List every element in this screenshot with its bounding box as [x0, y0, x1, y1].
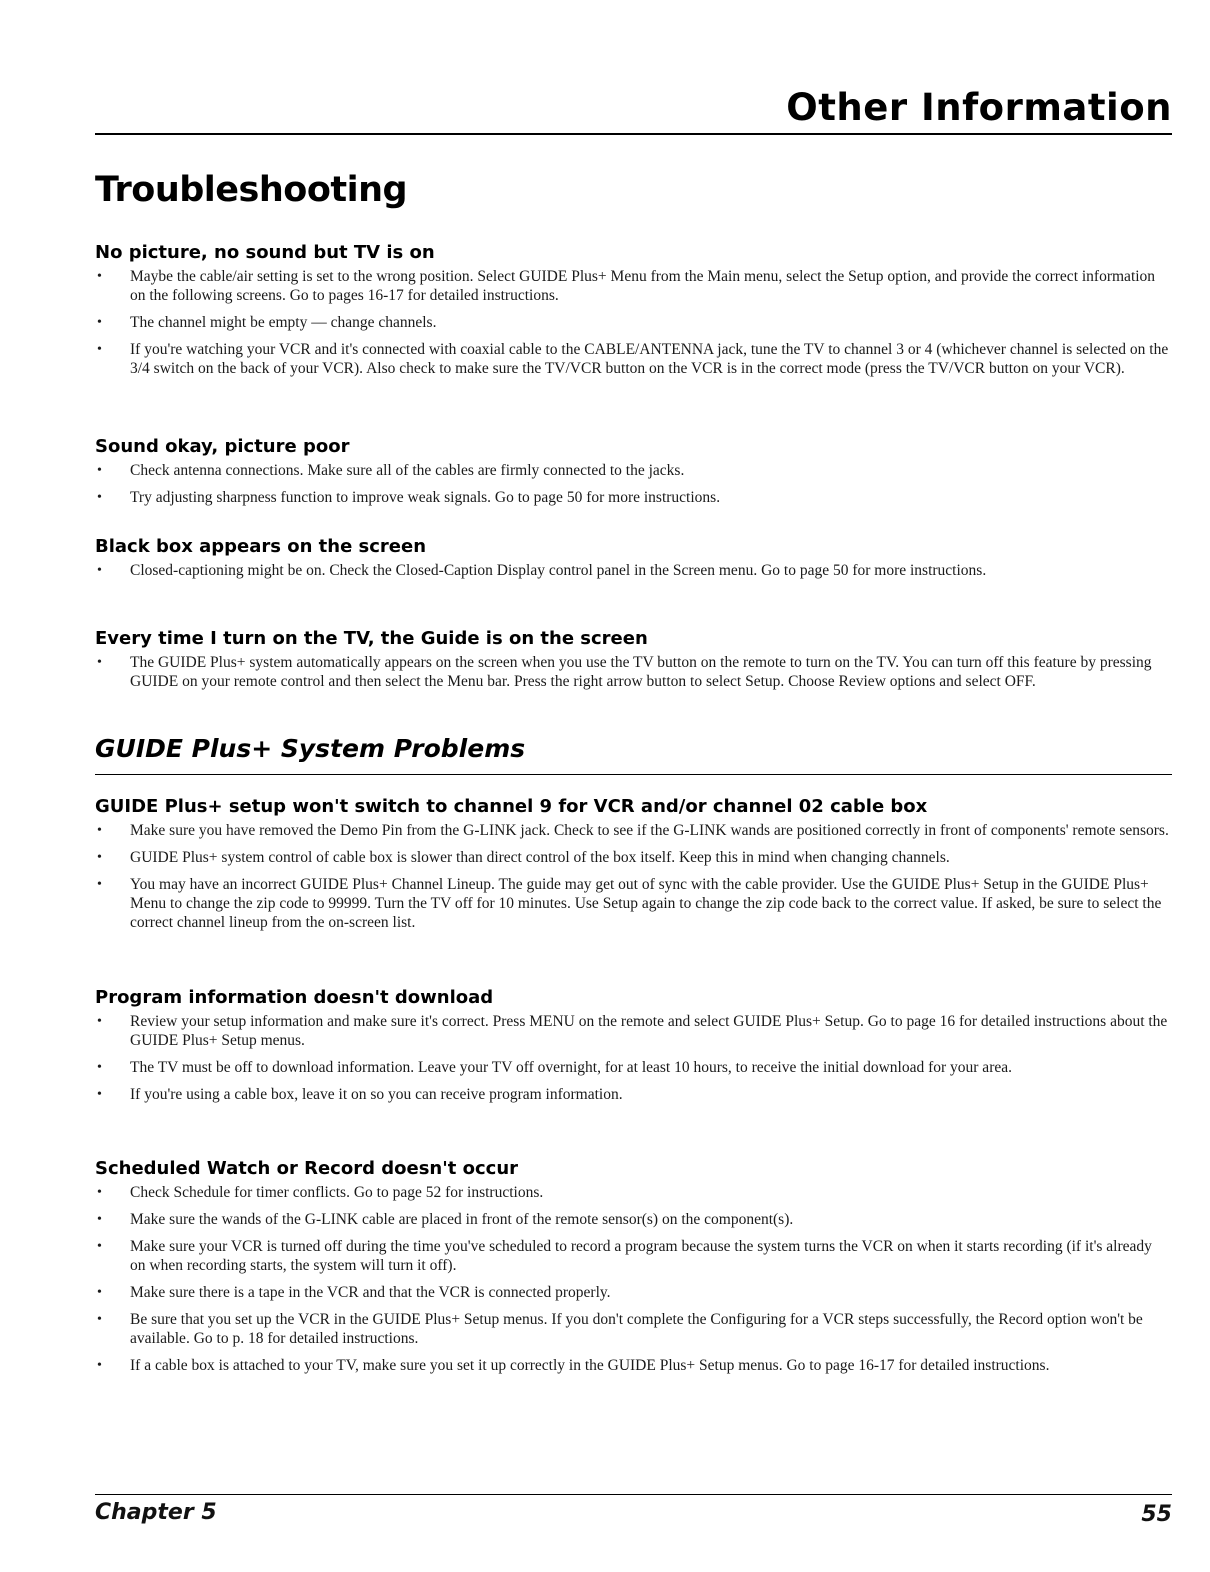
- trouble-heading: Black box appears on the screen: [95, 536, 427, 557]
- trouble-list: [95, 267, 1170, 378]
- list-item: • Check Schedule for timer conflicts. Go to page 52 for instructions.: [95, 1183, 1170, 1202]
- section-divider: [95, 774, 1172, 775]
- guide-group-channel-switch: [95, 796, 1170, 940]
- guide-list: [95, 821, 1170, 932]
- list-item: • The TV must be off to download information. Leave your TV off overnight, for at least 10 hours, to receive the initial download for your area.: [95, 1058, 1170, 1077]
- list-item: • Make sure you have removed the Demo Pin from the G-LINK jack. Check to see if the G-LINK wands are positioned correctly in front of components' remote sensors.: [95, 821, 1170, 840]
- trouble-group-sound-okay: [95, 436, 1170, 515]
- list-item: • If you're watching your VCR and it's connected with coaxial cable to the CABLE/ANTENNA jack, tune the TV to channel 3 or 4 (whichever channel is selected on the 3/4 switch on the back of your VCR). Also check to make sure the TV/VCR button on the VCR is in the correct mode (press the TV/VCR button on your VCR).: [95, 340, 1170, 378]
- guide-group-scheduled: [95, 1158, 1170, 1383]
- list-item: • If a cable box is attached to your TV, make sure you set it up correctly in the GUIDE Plus+ Setup menus. Go to page 16-17 for detailed instructions.: [95, 1356, 1170, 1375]
- trouble-heading: No picture, no sound but TV is on: [95, 242, 435, 263]
- guide-heading: GUIDE Plus+ setup won't switch to channel 9 for VCR and/or channel 02 cable box: [95, 796, 928, 817]
- page-number: 55: [1141, 1502, 1172, 1527]
- list-item: • Try adjusting sharpness function to improve weak signals. Go to page 50 for more instructions.: [95, 488, 1170, 507]
- list-item: • If you're using a cable box, leave it on so you can receive program information.: [95, 1085, 1170, 1104]
- trouble-list: [95, 653, 1170, 691]
- list-item: • The channel might be empty — change channels.: [95, 313, 1170, 332]
- list-item: • Closed-captioning might be on. Check the Closed-Caption Display control panel in the Screen menu. Go to page 50 for more instructions.: [95, 561, 1170, 580]
- list-item: • Make sure the wands of the G-LINK cable are placed in front of the remote sensor(s) on the component(s).: [95, 1210, 1170, 1229]
- trouble-list: [95, 561, 1170, 580]
- header-divider: [95, 133, 1172, 135]
- list-item: • GUIDE Plus+ system control of cable box is slower than direct control of the box itself. Keep this in mind when changing channels.: [95, 848, 1170, 867]
- list-item: • Make sure your VCR is turned off during the time you've scheduled to record a program because the system turns the VCR on when it starts recording (if it's already on when recording starts, the system will turn it off).: [95, 1237, 1170, 1275]
- list-item: • Review your setup information and make sure it's correct. Press MENU on the remote and select GUIDE Plus+ Setup. Go to page 16 for detailed instructions about the GUIDE Plus+ Setup menus.: [95, 1012, 1170, 1050]
- list-item: • Make sure there is a tape in the VCR and that the VCR is connected properly.: [95, 1283, 1170, 1302]
- guide-heading: Program information doesn't download: [95, 987, 494, 1008]
- trouble-heading: Sound okay, picture poor: [95, 436, 350, 457]
- trouble-heading: Every time I turn on the TV, the Guide is on the screen: [95, 628, 648, 649]
- list-item: • Be sure that you set up the VCR in the GUIDE Plus+ Setup menus. If you don't complete the Configuring for a VCR steps successfully, the Record option won't be available. Go to p. 18 for detailed instructions.: [95, 1310, 1170, 1348]
- guide-list: [95, 1183, 1170, 1375]
- trouble-group-no-picture: [95, 242, 1170, 386]
- trouble-group-black-box: [95, 536, 1170, 588]
- list-item: • You may have an incorrect GUIDE Plus+ Channel Lineup. The guide may get out of sync with the cable provider. Use the GUIDE Plus+ Setup in the GUIDE Plus+ Menu to change the zip code to 99999. Turn the TV off for 10 minutes. Use Setup again to change the zip code back to the correct value. If asked, be sure to select the correct channel lineup from the on-screen list.: [95, 875, 1170, 932]
- footer-chapter: Chapter 5: [95, 1500, 217, 1525]
- list-item: • The GUIDE Plus+ system automatically appears on the screen when you use the TV button on the remote to turn on the TV. You can turn off this feature by pressing GUIDE on your remote control and then select the Menu bar. Press the right arrow button to select Setup. Choose Review options and select OFF.: [95, 653, 1170, 691]
- guide-group-download: [95, 987, 1170, 1112]
- guide-list: [95, 1012, 1170, 1104]
- footer-divider: [95, 1494, 1172, 1495]
- section-header-title: Other Information: [786, 86, 1172, 129]
- list-item: • Maybe the cable/air setting is set to the wrong position. Select GUIDE Plus+ Menu from the Main menu, select the Setup option, and provide the correct information on the following screens. Go to pages 16-17 for detailed instructions.: [95, 267, 1170, 305]
- guide-section-title: GUIDE Plus+ System Problems: [95, 734, 526, 763]
- page-title: Troubleshooting: [95, 170, 408, 210]
- guide-heading: Scheduled Watch or Record doesn't occur: [95, 1158, 519, 1179]
- trouble-group-guide-on-screen: [95, 628, 1170, 699]
- trouble-list: [95, 461, 1170, 507]
- list-item: • Check antenna connections. Make sure all of the cables are firmly connected to the jacks.: [95, 461, 1170, 480]
